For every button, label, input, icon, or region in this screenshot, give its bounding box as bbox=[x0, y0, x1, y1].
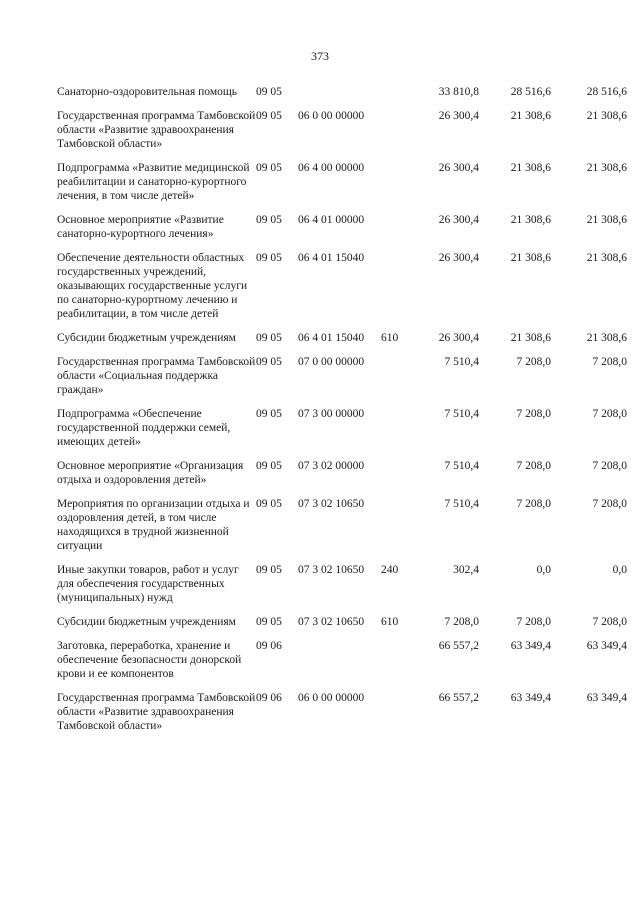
page-number: 373 bbox=[311, 49, 329, 63]
amount-year-1: 26 300,4 bbox=[438, 332, 479, 344]
item-name: Основное мероприятие «Развитие санаторно-курортного лечения» bbox=[57, 214, 224, 240]
amount-year-3: 7 208,0 bbox=[592, 356, 627, 368]
target-article-code: 06 4 00 00000 bbox=[298, 162, 365, 174]
section-code: 09 05 bbox=[256, 252, 282, 264]
section-code: 09 05 bbox=[256, 86, 282, 98]
target-article-code: 07 0 00 00000 bbox=[298, 356, 365, 368]
expense-type-code bbox=[381, 639, 405, 691]
amount-year-3: 21 308,6 bbox=[586, 332, 627, 344]
amount-year-2: 0,0 bbox=[536, 564, 551, 576]
expense-type-code: 610 bbox=[381, 332, 399, 344]
expense-type-code bbox=[381, 85, 405, 109]
section-code: 09 05 bbox=[256, 332, 282, 344]
expense-type-code: 240 bbox=[381, 564, 399, 576]
amount-year-2: 21 308,6 bbox=[510, 162, 551, 174]
section-code: 09 06 bbox=[256, 692, 282, 704]
target-article-code: 06 4 01 15040 bbox=[298, 252, 365, 264]
amount-year-2: 7 208,0 bbox=[516, 498, 551, 510]
amount-year-3: 0,0 bbox=[612, 564, 627, 576]
section-code: 09 05 bbox=[256, 162, 282, 174]
amount-year-2: 21 308,6 bbox=[510, 214, 551, 226]
amount-year-3: 7 208,0 bbox=[592, 460, 627, 472]
amount-year-2: 28 516,6 bbox=[510, 86, 551, 98]
item-name: Обеспечение деятельности областных государственных учреждений, оказывающих государственные услуги по санаторно-курортному лечению и реабилитации, в том числе детей bbox=[57, 252, 248, 320]
expense-type-code bbox=[381, 497, 405, 563]
budget-table bbox=[57, 85, 627, 743]
target-article-code: 07 3 02 00000 bbox=[298, 460, 365, 472]
amount-year-3: 63 349,4 bbox=[586, 640, 627, 652]
target-article-code bbox=[298, 85, 381, 109]
table-row bbox=[57, 161, 627, 213]
target-article-code: 07 3 02 10650 bbox=[298, 616, 365, 628]
table-row bbox=[57, 459, 627, 497]
amount-year-3: 63 349,4 bbox=[586, 692, 627, 704]
item-name: Иные закупки товаров, работ и услуг для обеспечения государственных (муниципальных) нужд bbox=[57, 564, 239, 604]
section-code: 09 05 bbox=[256, 498, 282, 510]
amount-year-3: 21 308,6 bbox=[586, 252, 627, 264]
amount-year-2: 21 308,6 bbox=[510, 110, 551, 122]
amount-year-3: 7 208,0 bbox=[592, 498, 627, 510]
target-article-code: 06 0 00 00000 bbox=[298, 692, 365, 704]
amount-year-1: 302,4 bbox=[453, 564, 479, 576]
section-code: 09 06 bbox=[256, 640, 282, 652]
table-row bbox=[57, 615, 627, 639]
amount-year-1: 66 557,2 bbox=[438, 640, 479, 652]
expense-type-code bbox=[381, 109, 405, 161]
section-code: 09 05 bbox=[256, 564, 282, 576]
item-name: Субсидии бюджетным учреждениям bbox=[57, 616, 236, 628]
table-row bbox=[57, 213, 627, 251]
table-row bbox=[57, 109, 627, 161]
table-row bbox=[57, 497, 627, 563]
amount-year-3: 28 516,6 bbox=[586, 86, 627, 98]
expense-type-code: 610 bbox=[381, 616, 399, 628]
amount-year-1: 26 300,4 bbox=[438, 110, 479, 122]
expense-type-code bbox=[381, 213, 405, 251]
amount-year-2: 21 308,6 bbox=[510, 252, 551, 264]
item-name: Государственная программа Тамбовской области «Развитие здравоохранения Тамбовской области» bbox=[57, 110, 256, 150]
expense-type-code bbox=[381, 161, 405, 213]
table-row bbox=[57, 251, 627, 331]
amount-year-3: 7 208,0 bbox=[592, 616, 627, 628]
item-name: Подпрограмма «Обеспечение государственной поддержки семей, имеющих детей» bbox=[57, 408, 231, 448]
item-name: Мероприятия по организации отдыха и оздоровления детей, в том числе находящихся в трудной жизненной ситуации bbox=[57, 498, 250, 552]
target-article-code: 06 0 00 00000 bbox=[298, 110, 365, 122]
table-row bbox=[57, 407, 627, 459]
section-code: 09 05 bbox=[256, 408, 282, 420]
expense-type-code bbox=[381, 355, 405, 407]
target-article-code: 07 3 02 10650 bbox=[298, 564, 365, 576]
section-code: 09 05 bbox=[256, 616, 282, 628]
amount-year-2: 21 308,6 bbox=[510, 332, 551, 344]
amount-year-1: 26 300,4 bbox=[438, 252, 479, 264]
item-name: Санаторно-оздоровительная помощь bbox=[57, 86, 237, 98]
amount-year-2: 7 208,0 bbox=[516, 408, 551, 420]
item-name: Субсидии бюджетным учреждениям bbox=[57, 332, 236, 344]
item-name: Основное мероприятие «Организация отдыха и оздоровления детей» bbox=[57, 460, 244, 486]
table-body bbox=[57, 85, 627, 743]
section-code: 09 05 bbox=[256, 214, 282, 226]
amount-year-2: 7 208,0 bbox=[516, 460, 551, 472]
item-name: Государственная программа Тамбовской области «Развитие здравоохранения Тамбовской области» bbox=[57, 692, 256, 732]
table-row bbox=[57, 331, 627, 355]
target-article-code: 06 4 01 15040 bbox=[298, 332, 365, 344]
amount-year-2: 63 349,4 bbox=[510, 692, 551, 704]
amount-year-1: 7 510,4 bbox=[444, 356, 479, 368]
table-row bbox=[57, 85, 627, 109]
target-article-code: 07 3 00 00000 bbox=[298, 408, 365, 420]
item-name: Заготовка, переработка, хранение и обеспечение безопасности донорской крови и ее компонентов bbox=[57, 640, 242, 680]
target-article-code: 07 3 02 10650 bbox=[298, 498, 365, 510]
target-article-code: 06 4 01 00000 bbox=[298, 214, 365, 226]
target-article-code bbox=[298, 639, 381, 691]
table-row bbox=[57, 639, 627, 691]
amount-year-2: 7 208,0 bbox=[516, 356, 551, 368]
table-row bbox=[57, 563, 627, 615]
expense-type-code bbox=[381, 251, 405, 331]
expense-type-code bbox=[381, 459, 405, 497]
amount-year-1: 7 510,4 bbox=[444, 498, 479, 510]
amount-year-1: 26 300,4 bbox=[438, 214, 479, 226]
item-name: Государственная программа Тамбовской области «Социальная поддержка граждан» bbox=[57, 356, 256, 396]
amount-year-3: 7 208,0 bbox=[592, 408, 627, 420]
expense-type-code bbox=[381, 691, 405, 743]
item-name: Подпрограмма «Развитие медицинской реабилитации и санаторно-курортного лечения, в том числе детей» bbox=[57, 162, 250, 202]
amount-year-2: 63 349,4 bbox=[510, 640, 551, 652]
amount-year-3: 21 308,6 bbox=[586, 110, 627, 122]
section-code: 09 05 bbox=[256, 460, 282, 472]
amount-year-2: 7 208,0 bbox=[516, 616, 551, 628]
amount-year-1: 7 208,0 bbox=[444, 616, 479, 628]
section-code: 09 05 bbox=[256, 110, 282, 122]
table-row bbox=[57, 691, 627, 743]
table-row bbox=[57, 355, 627, 407]
section-code: 09 05 bbox=[256, 356, 282, 368]
amount-year-1: 7 510,4 bbox=[444, 408, 479, 420]
amount-year-3: 21 308,6 bbox=[586, 214, 627, 226]
amount-year-3: 21 308,6 bbox=[586, 162, 627, 174]
amount-year-1: 33 810,8 bbox=[438, 86, 479, 98]
amount-year-1: 26 300,4 bbox=[438, 162, 479, 174]
amount-year-1: 7 510,4 bbox=[444, 460, 479, 472]
amount-year-1: 66 557,2 bbox=[438, 692, 479, 704]
expense-type-code bbox=[381, 407, 405, 459]
